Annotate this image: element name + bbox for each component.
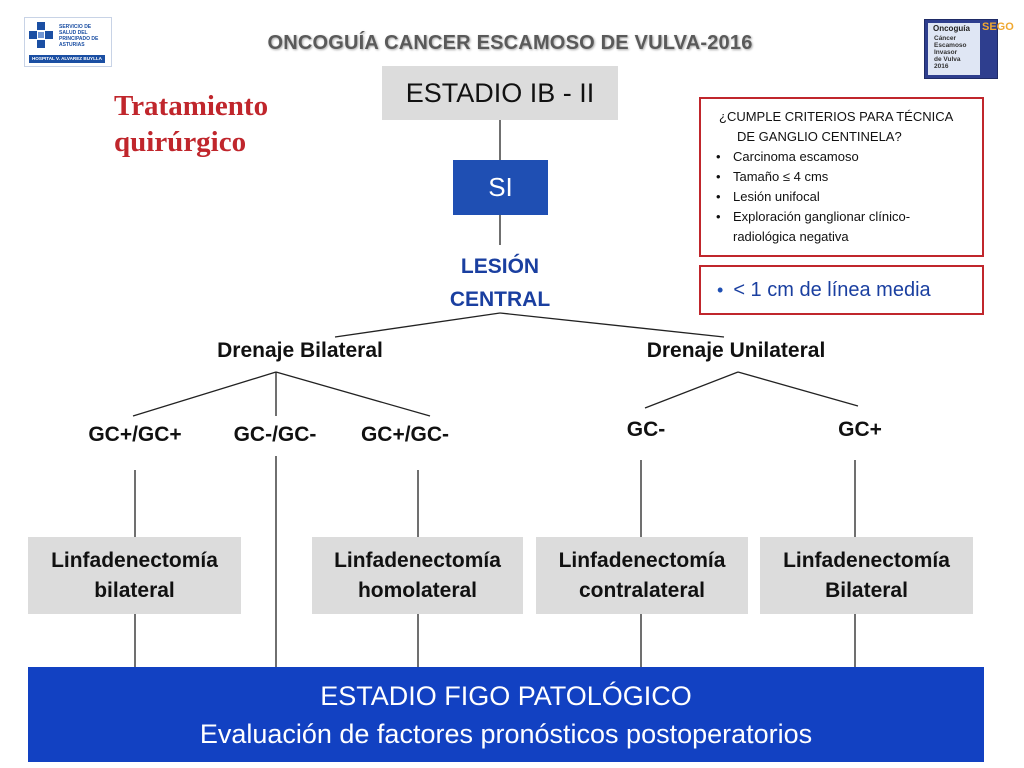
connector-unilateral-to-gc5 (738, 372, 858, 406)
lymphadenectomy-box-homolateral (312, 537, 523, 614)
drainage-bilateral-label: Drenaje Bilateral (217, 339, 383, 362)
health-service-logo (24, 17, 112, 67)
central-lesion-line2: CENTRAL (449, 288, 551, 311)
node-result-bilateral-mixed: GC+/GC- (360, 423, 450, 446)
treatment-title: Tratamiento quirúrgico (114, 90, 269, 158)
criteria-item: • Tamaño ≤ 4 cms (713, 167, 972, 187)
criteria-item: • Lesión unifocal (713, 187, 972, 207)
midline-distance-text: < 1 cm de línea media (733, 278, 931, 301)
criteria-item: • Carcinoma escamoso (713, 147, 972, 167)
criteria-question-line1: ¿CUMPLE CRITERIOS PARA TÉCNICA (719, 109, 954, 124)
lymphadenectomy-type: Bilateral (825, 578, 908, 602)
stage-box: ESTADIO IB - II (382, 66, 618, 120)
sentinel-node-criteria-box (699, 97, 984, 257)
yes-box: SI (453, 160, 548, 215)
criteria-item-continuation: radiológica negativa (733, 229, 849, 244)
page-title: ONCOGUÍA CANCER ESCAMOSO DE VULVA-2016 (267, 31, 753, 54)
pathologic-stage-title: ESTADIO FIGO PATOLÓGICO (320, 680, 692, 711)
drainage-unilateral-label: Drenaje Unilateral (646, 339, 826, 362)
lymphadenectomy-title: Linfadenectomía (51, 548, 218, 572)
oncoguia-logo-line: de Vulva (934, 56, 961, 63)
hospital-name: HOSPITAL V. ALVAREZ BUYLLA (29, 55, 105, 63)
node-result-unilateral-positive: GC+ (838, 418, 882, 441)
oncoguia-logo-line: Invasor (934, 49, 958, 56)
oncoguia-logo-line: 2016 (934, 63, 949, 70)
central-lesion-label (430, 250, 570, 316)
health-cross-icon (29, 22, 53, 48)
midline-distance-box (699, 265, 984, 315)
central-lesion-line1: LESIÓN (460, 255, 540, 278)
lymphadenectomy-box-contralateral (536, 537, 748, 614)
connector-lesion-to-bilateral (335, 313, 500, 337)
node-result-unilateral-negative: GC- (626, 418, 666, 441)
lymphadenectomy-box-bilateral-unilateral-branch (760, 537, 973, 614)
node-result-bilateral-negative: GC-/GC- (233, 423, 317, 446)
oncoguia-logo (924, 19, 1014, 79)
criteria-item: • Exploración ganglionar clínico- (713, 207, 972, 227)
lymphadenectomy-type: contralateral (578, 578, 706, 602)
criteria-question-line2: DE GANGLIO CENTINELA? (737, 129, 902, 144)
node-result-bilateral-positive: GC+/GC+ (88, 423, 182, 446)
lymphadenectomy-box-bilateral (28, 537, 241, 614)
oncoguia-logo-subtitle (934, 35, 967, 70)
oncoguia-logo-panel (928, 23, 980, 75)
connector-unilateral-to-gc4 (645, 372, 738, 408)
bullet-icon: • (717, 279, 724, 300)
health-service-name: SERVICIO DE SALUD DEL PRINCIPADO DE ASTURIAS (59, 24, 99, 48)
criteria-list (713, 147, 972, 227)
lymphadenectomy-type: homolateral (357, 578, 478, 602)
connector-bilateral-to-gc1 (133, 372, 276, 416)
oncoguia-logo-line: Cáncer (934, 35, 957, 42)
lymphadenectomy-title: Linfadenectomía (558, 548, 726, 572)
prognostic-factors-text: Evaluación de factores pronósticos postoperatorios (199, 718, 813, 749)
pathologic-stage-box (28, 667, 984, 762)
oncoguia-logo-line: Escamoso (934, 42, 967, 49)
lymphadenectomy-type: bilateral (94, 578, 175, 602)
lymphadenectomy-title: Linfadenectomía (783, 548, 950, 572)
lymphadenectomy-title: Linfadenectomía (334, 548, 501, 572)
connector-lesion-to-unilateral (500, 313, 724, 337)
oncoguia-logo-title: Oncoguía (933, 24, 970, 33)
connector-bilateral-to-gc3 (276, 372, 430, 416)
sego-brand: SEGO (982, 21, 1014, 33)
